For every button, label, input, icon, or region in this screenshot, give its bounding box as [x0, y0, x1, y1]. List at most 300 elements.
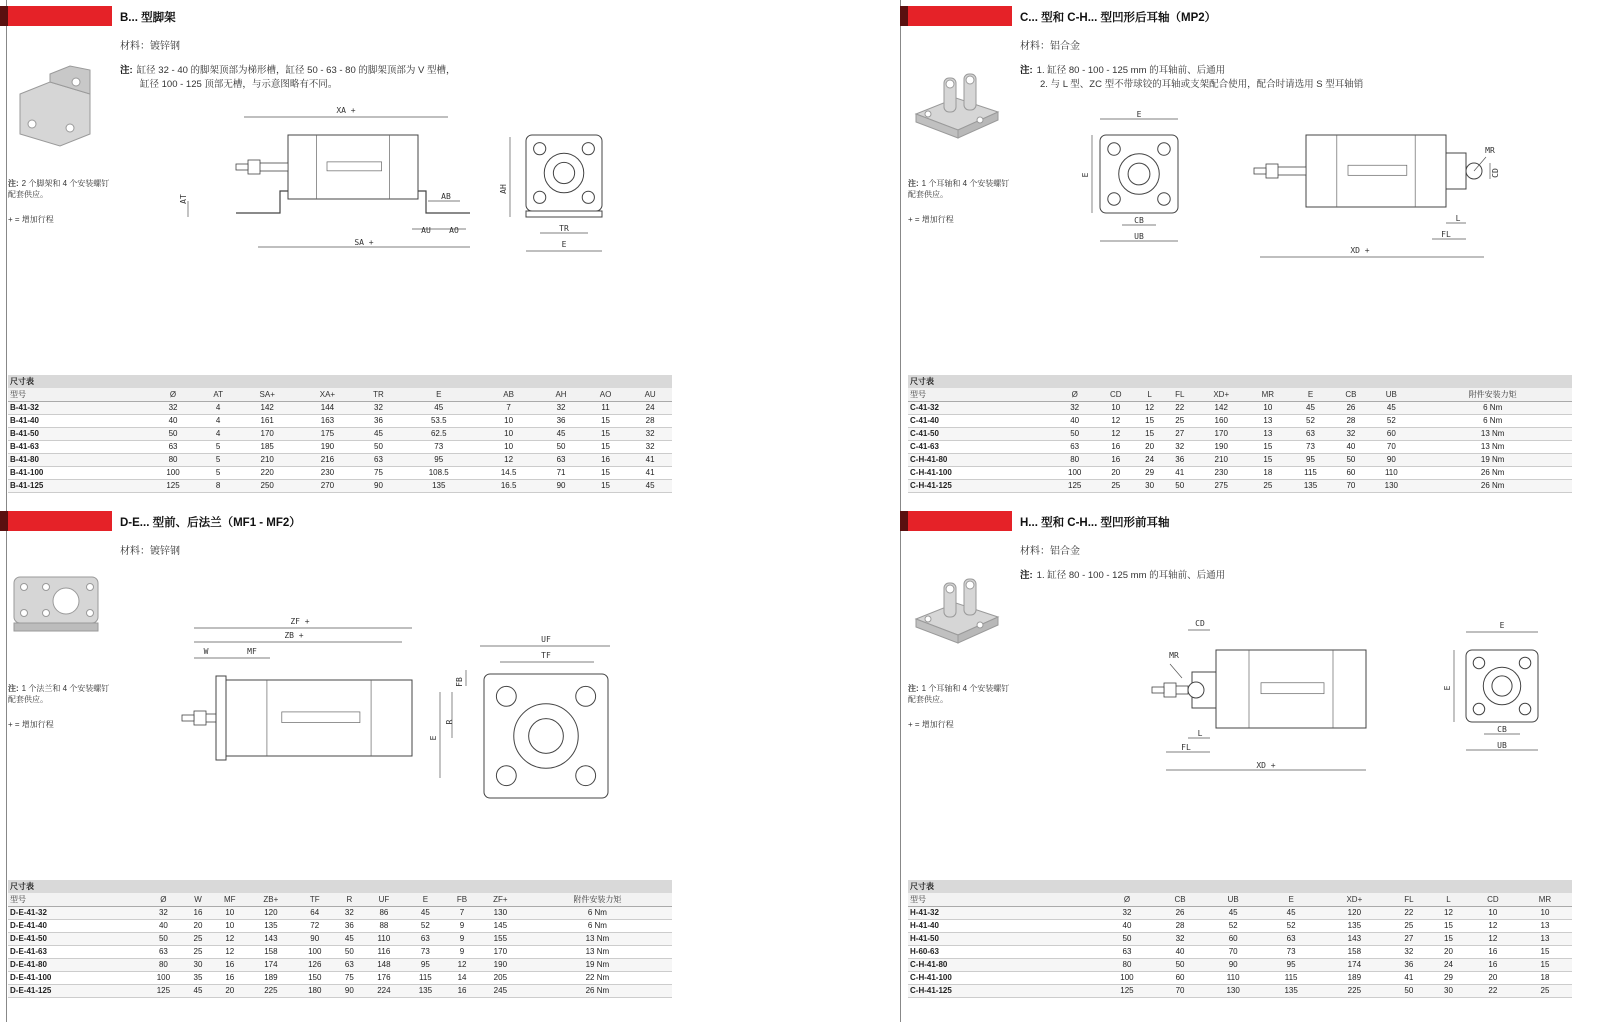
- table-row: [908, 401, 1572, 414]
- table-cell: 63: [1053, 440, 1097, 453]
- table-cell: 185: [237, 440, 297, 453]
- table-cell: 13 Nm: [523, 932, 672, 945]
- table-cell: 18: [1247, 466, 1288, 479]
- table-cell: 63: [336, 958, 364, 971]
- table-row: [908, 453, 1572, 466]
- column-header: Ø: [143, 893, 184, 906]
- table-cell: 20: [1429, 945, 1468, 958]
- table: [8, 893, 672, 998]
- table-cell: 32: [143, 906, 184, 919]
- table-cell: 16: [446, 984, 478, 997]
- marker-dark: [900, 511, 908, 531]
- table-cell: 230: [1195, 466, 1247, 479]
- table-cell: 135: [1288, 479, 1332, 492]
- table-row: [8, 479, 672, 492]
- technical-drawing: [170, 95, 670, 305]
- column-header: R: [336, 893, 364, 906]
- table-cell: 28: [1156, 919, 1204, 932]
- table-row: [8, 401, 672, 414]
- dimension-label: E: [1136, 110, 1142, 119]
- table-cell: 60: [1333, 466, 1370, 479]
- table-cell: 12: [212, 932, 248, 945]
- table-cell: 143: [248, 932, 294, 945]
- table-cell: 90: [1369, 453, 1413, 466]
- table-cell: 45: [1369, 401, 1413, 414]
- table-cell: 225: [248, 984, 294, 997]
- table-cell: 71: [539, 466, 583, 479]
- table-cell: 29: [1429, 971, 1468, 984]
- table-row: [908, 906, 1572, 919]
- table-row: [908, 479, 1572, 492]
- table-cell: 13: [1247, 427, 1288, 440]
- marker-red: [8, 511, 112, 531]
- dimension-label: E: [1081, 172, 1090, 178]
- table-cell: H-41-32: [908, 906, 1098, 919]
- supply-note-text: 1 个耳轴和 4 个安装螺钉配套供应。: [908, 684, 1010, 704]
- note-line: 缸径 100 - 125 顶部无槽，与示意图略有不同。: [140, 79, 338, 90]
- column-header: 型号: [908, 388, 1053, 401]
- table-cell: 174: [1320, 958, 1389, 971]
- note-line: 1. 缸径 80 - 100 - 125 mm 的耳轴前、后通用: [1036, 65, 1226, 76]
- table-cell: 41: [1164, 466, 1195, 479]
- table-cell: 32: [1164, 440, 1195, 453]
- table-cell: 190: [478, 958, 523, 971]
- table-cell: 130: [1369, 479, 1413, 492]
- dimension-label: CB: [1497, 725, 1507, 734]
- table: [908, 388, 1572, 493]
- table-cell: 13 Nm: [1413, 440, 1572, 453]
- table-cell: 175: [297, 427, 357, 440]
- table-cell: 210: [1195, 453, 1247, 466]
- table-cell: 36: [336, 919, 364, 932]
- table-cell: 135: [248, 919, 294, 932]
- table-cell: 50: [147, 427, 199, 440]
- table-cell: 158: [248, 945, 294, 958]
- table-cell: 13: [1518, 919, 1572, 932]
- table-cell: 95: [399, 453, 478, 466]
- table-cell: 10: [212, 919, 248, 932]
- table-cell: 45: [336, 932, 364, 945]
- table-cell: 80: [143, 958, 184, 971]
- table-row: [8, 932, 672, 945]
- dimension-label: ZB +: [284, 631, 304, 640]
- table-cell: 100: [1098, 971, 1156, 984]
- table-cell: 22: [1389, 906, 1430, 919]
- column-header: FL: [1164, 388, 1195, 401]
- table-cell: 80: [147, 453, 199, 466]
- table-row: [908, 427, 1572, 440]
- product-photo: [10, 569, 102, 659]
- table-row: [8, 427, 672, 440]
- table-cell: 22 Nm: [523, 971, 672, 984]
- supply-note-text: 2 个脚架和 4 个安装螺钉配套供应。: [8, 179, 110, 199]
- table-cell: 32: [539, 401, 583, 414]
- column-header: E: [1288, 388, 1332, 401]
- table-cell: 26 Nm: [1413, 466, 1572, 479]
- table-cell: 13 Nm: [1413, 427, 1572, 440]
- table-row: [8, 945, 672, 958]
- table-cell: 32: [1053, 401, 1097, 414]
- table: [8, 388, 672, 493]
- table-cell: 142: [237, 401, 297, 414]
- table-cell: H-41-50: [908, 932, 1098, 945]
- table-cell: 52: [1288, 414, 1332, 427]
- table-caption: 尺寸表: [8, 880, 672, 893]
- table-cell: 15: [583, 427, 628, 440]
- column-header: AT: [199, 388, 237, 401]
- table-cell: 36: [539, 414, 583, 427]
- table-cell: 50: [1333, 453, 1370, 466]
- table-cell: 41: [628, 453, 672, 466]
- table-cell: 32: [1389, 945, 1430, 958]
- dimension-label: FB: [455, 677, 464, 687]
- note-line: 缸径 32 - 40 的脚架顶部为梯形槽，缸径 50 - 63 - 80 的脚架顶部为 V 型槽，: [136, 65, 456, 76]
- table-cell: D-E-41-100: [8, 971, 143, 984]
- column-header: AH: [539, 388, 583, 401]
- table-cell: 25: [1518, 984, 1572, 997]
- table-cell: 24: [628, 401, 672, 414]
- supply-note-text: 1 个耳轴和 4 个安装螺钉配套供应。: [908, 179, 1010, 199]
- table-cell: 120: [1320, 906, 1389, 919]
- table-cell: 145: [478, 919, 523, 932]
- table-cell: 224: [363, 984, 404, 997]
- table-cell: 225: [1320, 984, 1389, 997]
- table-cell: 40: [1156, 945, 1204, 958]
- supply-note: [8, 178, 116, 225]
- table-cell: 155: [478, 932, 523, 945]
- column-header: TR: [358, 388, 400, 401]
- table-header-row: [8, 388, 672, 401]
- table-row: [8, 466, 672, 479]
- product-photo: [910, 569, 1002, 659]
- table-cell: 110: [363, 932, 404, 945]
- table-cell: 15: [1247, 453, 1288, 466]
- table-cell: C-41-50: [908, 427, 1053, 440]
- table-cell: 95: [1262, 958, 1320, 971]
- table-cell: 5: [199, 466, 237, 479]
- table-cell: 28: [628, 414, 672, 427]
- dimension-label: AO: [449, 226, 459, 235]
- table-cell: 170: [237, 427, 297, 440]
- marker-red: [908, 6, 1012, 26]
- table-cell: 90: [539, 479, 583, 492]
- product-photo-frame: [10, 64, 102, 154]
- table-cell: 210: [237, 453, 297, 466]
- column-header: 附件安装力矩: [523, 893, 672, 906]
- column-header: CD: [1468, 893, 1518, 906]
- table-row: [908, 440, 1572, 453]
- table-caption: 尺寸表: [908, 375, 1572, 388]
- table-caption: 尺寸表: [908, 880, 1572, 893]
- dimension-label: E: [561, 240, 567, 249]
- column-header: UF: [363, 893, 404, 906]
- product-photo-frame: [10, 569, 102, 659]
- table-cell: 63: [147, 440, 199, 453]
- marker-red: [8, 6, 112, 26]
- table-cell: 52: [405, 919, 446, 932]
- table-cell: 73: [1262, 945, 1320, 958]
- table-cell: 135: [399, 479, 478, 492]
- table-cell: B-41-80: [8, 453, 147, 466]
- column-header: TF: [294, 893, 335, 906]
- material-text: 材料：铝合金: [1020, 546, 1080, 557]
- table-cell: 15: [1429, 932, 1468, 945]
- section-title: D-E... 型前、后法兰（MF1 - MF2）: [120, 517, 301, 529]
- table-cell: D-E-41-80: [8, 958, 143, 971]
- table-cell: 32: [628, 440, 672, 453]
- table-cell: 125: [147, 479, 199, 492]
- table-cell: 88: [363, 919, 404, 932]
- table-cell: 16: [1468, 958, 1518, 971]
- supply-note-text: 1 个法兰和 4 个安装螺钉配套供应。: [8, 684, 110, 704]
- table-cell: 60: [1156, 971, 1204, 984]
- table-cell: 110: [1369, 466, 1413, 479]
- dimension-label: L: [1197, 729, 1203, 738]
- table-cell: 53.5: [399, 414, 478, 427]
- table-cell: 6 Nm: [1413, 401, 1572, 414]
- note-block: [120, 64, 456, 92]
- table-cell: 15: [583, 466, 628, 479]
- table-cell: 22: [1468, 984, 1518, 997]
- material-text: 材料：镀锌钢: [120, 546, 180, 557]
- table-cell: 108.5: [399, 466, 478, 479]
- table-cell: 144: [297, 401, 357, 414]
- table-row: [8, 971, 672, 984]
- dimension-label: MF: [247, 647, 257, 656]
- table-cell: 40: [143, 919, 184, 932]
- table-cell: 158: [1320, 945, 1389, 958]
- table-cell: 90: [294, 932, 335, 945]
- table-cell: B-41-40: [8, 414, 147, 427]
- drawing-area: [170, 600, 670, 810]
- table-cell: 36: [358, 414, 400, 427]
- table-cell: H-41-40: [908, 919, 1098, 932]
- stroke-legend: + = 增加行程: [8, 215, 54, 224]
- table-cell: 25: [1389, 919, 1430, 932]
- dimension-label: E: [429, 735, 438, 741]
- stroke-legend: + = 增加行程: [8, 720, 54, 729]
- table-header-row: [8, 893, 672, 906]
- table-cell: 135: [1262, 984, 1320, 997]
- table-cell: B-41-63: [8, 440, 147, 453]
- supply-note-label: 注:: [8, 179, 19, 188]
- table-cell: 45: [1204, 906, 1262, 919]
- table-cell: 45: [1262, 906, 1320, 919]
- table-cell: 72: [294, 919, 335, 932]
- table-cell: 63: [1098, 945, 1156, 958]
- table-cell: 19 Nm: [523, 958, 672, 971]
- dimension-label: E: [1443, 685, 1452, 691]
- table-cell: 30: [184, 958, 212, 971]
- table-cell: 4: [199, 427, 237, 440]
- table-cell: 50: [336, 945, 364, 958]
- table-cell: B-41-32: [8, 401, 147, 414]
- supply-note: [908, 683, 1016, 730]
- table-cell: C-41-32: [908, 401, 1053, 414]
- table-cell: 40: [1053, 414, 1097, 427]
- table-cell: 60: [1369, 427, 1413, 440]
- table-cell: 189: [1320, 971, 1389, 984]
- table-cell: 26 Nm: [523, 984, 672, 997]
- table-cell: 36: [1164, 453, 1195, 466]
- supply-note: [8, 683, 116, 730]
- stroke-legend: + = 增加行程: [908, 720, 954, 729]
- dimension-table: [8, 375, 672, 493]
- table-cell: 50: [358, 440, 400, 453]
- table-cell: 10: [478, 414, 539, 427]
- table-cell: 73: [405, 945, 446, 958]
- table-cell: 7: [478, 401, 539, 414]
- table-cell: 45: [628, 479, 672, 492]
- column-header: E: [1262, 893, 1320, 906]
- dimension-table: [8, 880, 672, 998]
- table-cell: 28: [1333, 414, 1370, 427]
- note-block: [1020, 64, 1363, 92]
- table-cell: 16: [1468, 945, 1518, 958]
- dimension-label: FL: [1181, 743, 1191, 752]
- table-cell: 10: [478, 427, 539, 440]
- column-header: Ø: [1098, 893, 1156, 906]
- quadrant-de-flange: [0, 505, 672, 1015]
- table-cell: 50: [539, 440, 583, 453]
- dimension-label: AH: [499, 184, 508, 194]
- dimension-label: CB: [1134, 216, 1144, 225]
- table-cell: 230: [297, 466, 357, 479]
- table-cell: 90: [336, 984, 364, 997]
- table-cell: 13: [1518, 932, 1572, 945]
- column-header: 附件安装力矩: [1413, 388, 1572, 401]
- table-cell: 116: [363, 945, 404, 958]
- table-cell: 22: [1164, 401, 1195, 414]
- dimension-label: MR: [1169, 651, 1179, 660]
- table-cell: 50: [1389, 984, 1430, 997]
- column-header: 型号: [908, 893, 1098, 906]
- table-cell: 7: [446, 906, 478, 919]
- table-cell: B-41-100: [8, 466, 147, 479]
- table-cell: 6 Nm: [1413, 414, 1572, 427]
- note-label: 注:: [1020, 570, 1033, 581]
- table-cell: 50: [143, 932, 184, 945]
- table-row: [8, 453, 672, 466]
- table-row: [908, 971, 1572, 984]
- section-title: H... 型和 C-H... 型凹形前耳轴: [1020, 517, 1170, 529]
- table-cell: 15: [1247, 440, 1288, 453]
- table-cell: 16: [184, 906, 212, 919]
- table-cell: 20: [1468, 971, 1518, 984]
- table-cell: 52: [1204, 919, 1262, 932]
- table-cell: 170: [1195, 427, 1247, 440]
- section-marker: [0, 511, 112, 531]
- table-cell: 9: [446, 919, 478, 932]
- column-header: AB: [478, 388, 539, 401]
- table-cell: 73: [399, 440, 478, 453]
- table-cell: C-H-41-80: [908, 453, 1053, 466]
- table-cell: 15: [583, 440, 628, 453]
- table-cell: 9: [446, 932, 478, 945]
- column-header: 型号: [8, 388, 147, 401]
- table-cell: 125: [1053, 479, 1097, 492]
- dimension-label: CD: [1195, 619, 1205, 628]
- table-cell: 63: [539, 453, 583, 466]
- table-cell: 35: [184, 971, 212, 984]
- table-cell: 50: [1156, 958, 1204, 971]
- table-cell: 24: [1429, 958, 1468, 971]
- table-cell: 36: [1389, 958, 1430, 971]
- note-line: 2. 与 L 型、ZC 型不带球铰的耳轴或支架配合使用，配合时请选用 S 型耳轴销: [1040, 79, 1364, 90]
- table-cell: 174: [248, 958, 294, 971]
- table-cell: C-41-40: [908, 414, 1053, 427]
- table-cell: 11: [583, 401, 628, 414]
- table-row: [8, 414, 672, 427]
- table-cell: 135: [405, 984, 446, 997]
- table-cell: 15: [583, 414, 628, 427]
- marker-dark: [0, 6, 8, 26]
- table-cell: 45: [405, 906, 446, 919]
- table-cell: 32: [336, 906, 364, 919]
- table-cell: 86: [363, 906, 404, 919]
- table-cell: 220: [237, 466, 297, 479]
- table: [908, 893, 1572, 998]
- table-cell: 163: [297, 414, 357, 427]
- table-cell: 70: [1204, 945, 1262, 958]
- table-cell: 190: [297, 440, 357, 453]
- table-cell: 32: [1333, 427, 1370, 440]
- table-cell: 90: [1204, 958, 1262, 971]
- table-cell: 12: [212, 945, 248, 958]
- table-header-row: [908, 893, 1572, 906]
- table-caption: 尺寸表: [8, 375, 672, 388]
- table-cell: 10: [1247, 401, 1288, 414]
- table-cell: 245: [478, 984, 523, 997]
- table-cell: 26: [1333, 401, 1370, 414]
- table-row: [8, 958, 672, 971]
- table-cell: 62.5: [399, 427, 478, 440]
- table-cell: 142: [1195, 401, 1247, 414]
- table-cell: H-60-63: [908, 945, 1098, 958]
- table-cell: 30: [1429, 984, 1468, 997]
- product-photo: [10, 64, 102, 154]
- supply-note: [908, 178, 1016, 225]
- dimension-label: MR: [1485, 146, 1495, 155]
- column-header: FL: [1389, 893, 1430, 906]
- table-cell: 12: [478, 453, 539, 466]
- table-cell: 176: [363, 971, 404, 984]
- dimension-label: TR: [559, 224, 569, 233]
- table-row: [8, 984, 672, 997]
- marker-dark: [0, 511, 8, 531]
- table-cell: 19 Nm: [1413, 453, 1572, 466]
- table-row: [908, 984, 1572, 997]
- table-cell: 15: [1518, 945, 1572, 958]
- table-row: [908, 932, 1572, 945]
- column-header: E: [399, 388, 478, 401]
- table-cell: 189: [248, 971, 294, 984]
- table-cell: 15: [1518, 958, 1572, 971]
- table-cell: 10: [1518, 906, 1572, 919]
- dimension-label: SA +: [354, 238, 374, 247]
- table-row: [8, 906, 672, 919]
- table-cell: 161: [237, 414, 297, 427]
- table-row: [8, 440, 672, 453]
- table-cell: 63: [405, 932, 446, 945]
- table-cell: 130: [1204, 984, 1262, 997]
- table-cell: 41: [628, 466, 672, 479]
- section-marker: [900, 6, 1012, 26]
- table-cell: 63: [143, 945, 184, 958]
- table-cell: 27: [1164, 427, 1195, 440]
- table-cell: 25: [1164, 414, 1195, 427]
- table-cell: 275: [1195, 479, 1247, 492]
